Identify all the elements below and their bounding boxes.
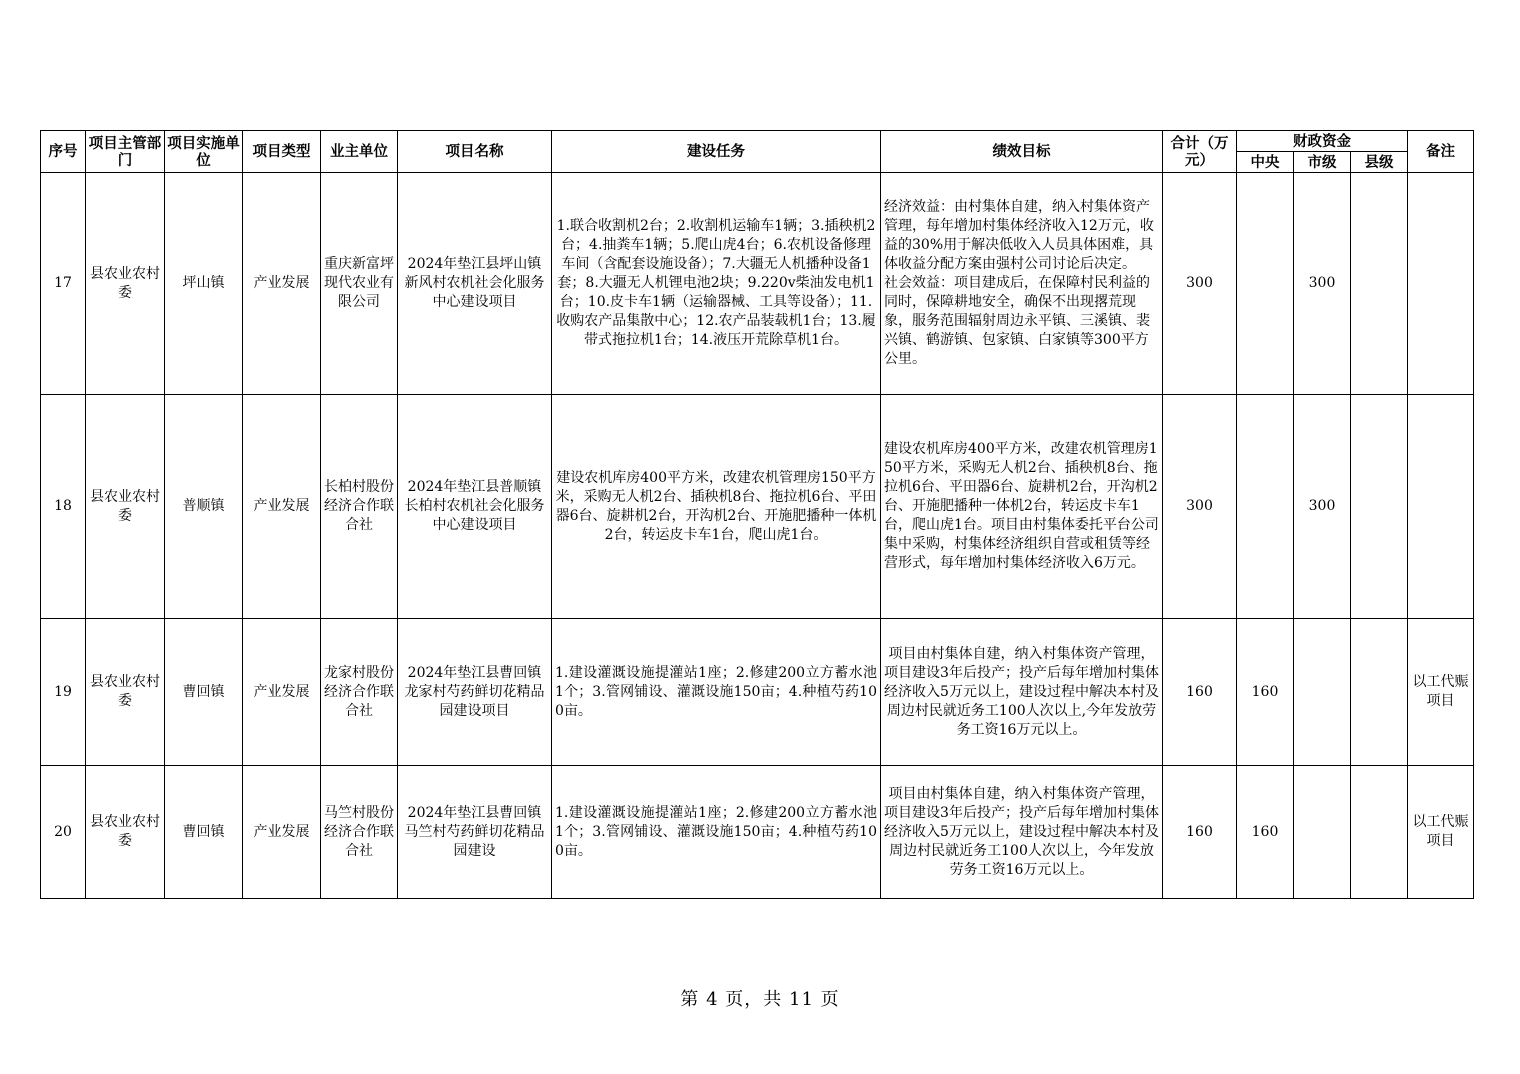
cell-county [1351,619,1408,766]
cell-remark: 以工代赈项目 [1408,766,1474,899]
goal-social: 社会效益：项目建成后，在保障村民利益的同时，保障耕地安全，确保不出现撂荒现象，服务范围辐射周边永平镇、三溪镇、裴兴镇、鹤游镇、包家镇、白家镇等300平方公里。 [884,275,1150,367]
header-county: 县级 [1351,152,1408,173]
cell-total: 300 [1163,173,1237,395]
cell-seq: 18 [41,395,86,619]
cell-total: 160 [1163,766,1237,899]
cell-dept: 县农业农村委 [86,766,165,899]
cell-seq: 17 [41,173,86,395]
cell-owner: 长柏村股份经济合作联合社 [321,395,398,619]
cell-name: 2024年垫江县曹回镇马竺村芍药鲜切花精品园建设 [398,766,552,899]
header-remark: 备注 [1408,131,1474,173]
header-city: 市级 [1294,152,1351,173]
cell-city [1294,766,1351,899]
header-name: 项目名称 [398,131,552,173]
cell-city: 300 [1294,173,1351,395]
cell-type: 产业发展 [243,395,321,619]
cell-impl: 坪山镇 [165,173,243,395]
cell-county [1351,173,1408,395]
cell-city: 300 [1294,395,1351,619]
cell-county [1351,766,1408,899]
cell-owner: 马竺村股份经济合作联合社 [321,766,398,899]
cell-goal: 项目由村集体自建，纳入村集体资产管理，项目建设3年后投产；投产后每年增加村集体经济收入5万元以上，建设过程中解决本村及周边村民就近务工100人次以上,今年发放劳务工资16万元以上。 [881,619,1163,766]
cell-remark [1408,173,1474,395]
cell-total: 300 [1163,395,1237,619]
header-total: 合计（万元） [1163,131,1237,173]
cell-task: 建设农机库房400平方米，改建农机管理房150平方米，采购无人机2台、插秧机8台、拖拉机6台、平田器6台、旋耕机2台，开沟机2台、开施肥播种一体机2台，转运皮卡车1台，爬山虎1台。 [552,395,881,619]
cell-seq: 20 [41,766,86,899]
header-impl: 项目实施单位 [165,131,243,173]
header-fund: 财政资金 [1237,131,1408,152]
header-type: 项目类型 [243,131,321,173]
table-row [41,173,1474,395]
cell-impl: 曹回镇 [165,766,243,899]
cell-central: 160 [1237,766,1294,899]
page-footer: 第 4 页，共 11 页 [680,989,840,1010]
cell-county [1351,395,1408,619]
cell-task: 1.联合收割机2台；2.收割机运输车1辆；3.插秧机2台；4.抽粪车1辆；5.爬山虎4台；6.农机设备修理车间（含配套设施设备）；7.大疆无人机播种设备1套；8.大疆无人机锂电池2块；9.220v柴油发电机1台；10.皮卡车1辆（运输器械、工具等设备）；11.收购农产品集散中心；12.农产品装载机1台；13.履带式拖拉机1台；14.液压开荒除草机1台。 [552,173,881,395]
cell-type: 产业发展 [243,173,321,395]
cell-task: 1.建设灌溉设施提灌站1座；2.修建200立方蓄水池1个；3.管网铺设、灌溉设施150亩；4.种植芍药100亩。 [552,766,881,899]
cell-city [1294,619,1351,766]
goal-economic: 经济效益：由村集体自建，纳入村集体资产管理，每年增加村集体经济收入12万元，收益的30%用于解决低收入人员具体困难，具体收益分配方案由强村公司讨论后决定。 [884,199,1154,272]
table-row [41,395,1474,619]
table-row [41,619,1474,766]
cell-owner: 重庆新富坪现代农业有限公司 [321,173,398,395]
cell-impl: 普顺镇 [165,395,243,619]
cell-name: 2024年垫江县普顺镇长柏村农机社会化服务中心建设项目 [398,395,552,619]
cell-central [1237,395,1294,619]
header-task: 建设任务 [552,131,881,173]
cell-name: 2024年垫江县曹回镇龙家村芍药鲜切花精品园建设项目 [398,619,552,766]
cell-central [1237,173,1294,395]
project-table [40,130,1474,899]
cell-dept: 县农业农村委 [86,395,165,619]
header-central: 中央 [1237,152,1294,173]
cell-seq: 19 [41,619,86,766]
cell-goal: 项目由村集体自建，纳入村集体资产管理，项目建设3年后投产；投产后每年增加村集体经济收入5万元以上，建设过程中解决本村及周边村民就近务工100人次以上，今年发放劳务工资16万元以上。 [881,766,1163,899]
header-seq: 序号 [41,131,86,173]
cell-dept: 县农业农村委 [86,173,165,395]
header-dept: 项目主管部门 [86,131,165,173]
cell-total: 160 [1163,619,1237,766]
cell-name: 2024年垫江县坪山镇新风村农机社会化服务中心建设项目 [398,173,552,395]
cell-type: 产业发展 [243,766,321,899]
cell-remark: 以工代赈项目 [1408,619,1474,766]
cell-goal [881,173,1163,395]
cell-task: 1.建设灌溉设施提灌站1座；2.修建200立方蓄水池1个；3.管网铺设、灌溉设施150亩；4.种植芍药100亩。 [552,619,881,766]
cell-goal: 建设农机库房400平方米，改建农机管理房150平方米，采购无人机2台、插秧机8台、拖拉机6台、平田器6台、旋耕机2台，开沟机2台、开施肥播种一体机2台，转运皮卡车1台，爬山虎1台。项目由村集体委托平台公司集中采购，村集体经济组织自营或租赁等经营形式，每年增加村集体经济收入6万元。 [881,395,1163,619]
table-row [41,766,1474,899]
cell-owner: 龙家村股份经济合作联合社 [321,619,398,766]
header-owner: 业主单位 [321,131,398,173]
header-goal: 绩效目标 [881,131,1163,173]
cell-impl: 曹回镇 [165,619,243,766]
cell-central: 160 [1237,619,1294,766]
cell-dept: 县农业农村委 [86,619,165,766]
cell-remark [1408,395,1474,619]
cell-type: 产业发展 [243,619,321,766]
